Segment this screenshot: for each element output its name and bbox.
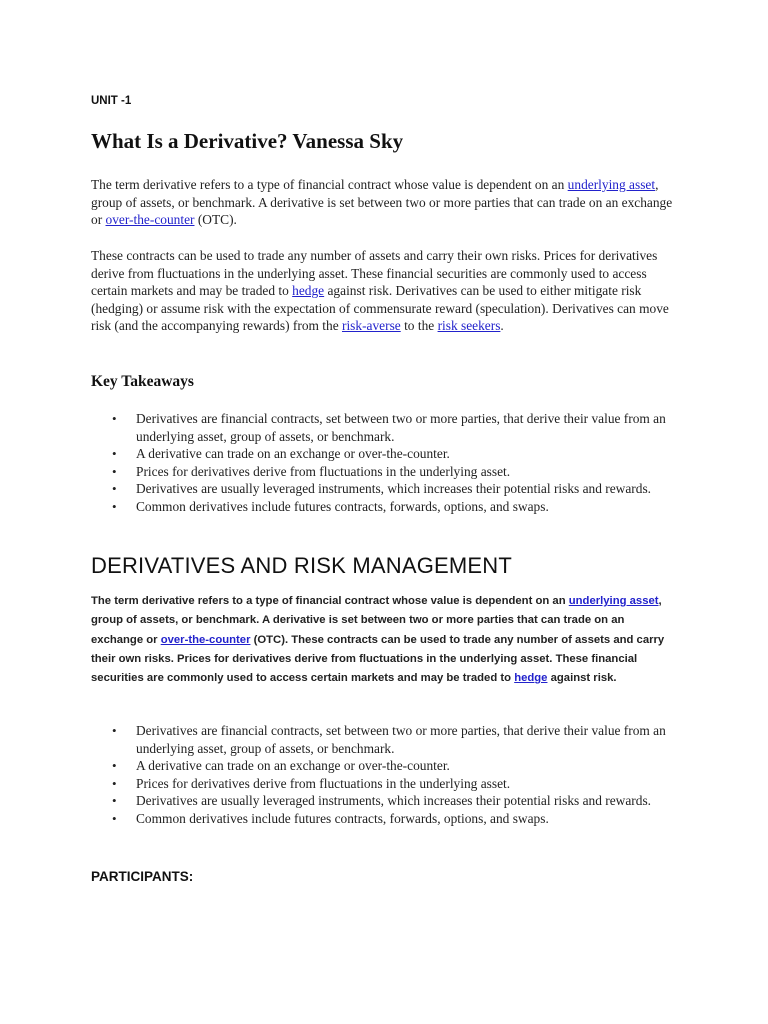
- bullet-icon: •: [112, 481, 117, 497]
- hedge-link[interactable]: hedge: [292, 283, 325, 299]
- underlying-asset-link[interactable]: underlying asset: [567, 177, 656, 192]
- text-span: These contracts can be used to trade any number of assets and carry their own risks. Prices for derivatives derive from fluctuations in the underlying asset. These financial securities are commonly used to access certain markets and may be traded to: [91, 248, 658, 299]
- bullet-icon: •: [112, 775, 117, 791]
- list-item: [91, 810, 681, 828]
- text-span: against risk.: [547, 672, 617, 685]
- list-item: [91, 480, 681, 498]
- list-item: [91, 792, 681, 810]
- key-takeaways-list: [91, 410, 681, 516]
- bullet-icon: •: [112, 463, 117, 479]
- text-span: , group of assets, or benchmark. A derivative is set between two or more parties that can trade on an exchange or: [91, 595, 662, 646]
- unit-label: UNIT -1: [91, 95, 132, 107]
- page-title: What Is a Derivative? Vanessa Sky: [91, 129, 404, 153]
- risk-management-heading: DERIVATIVES AND RISK MANAGEMENT: [91, 553, 513, 578]
- text-span: against risk. Derivatives can be used to either mitigate risk (hedging) or assume risk with the expectation of commensurate reward (speculation). Derivatives can move risk (and the accompanying rewards) from the: [91, 283, 669, 334]
- over-the-counter-link[interactable]: over-the-counter: [160, 633, 251, 646]
- text-span: .: [500, 318, 504, 334]
- list-item-text: Prices for derivatives derive from fluctuations in the underlying asset.: [136, 463, 511, 479]
- list-item: [91, 722, 681, 757]
- hedge-link[interactable]: hedge: [514, 672, 548, 685]
- list-item: [91, 445, 681, 463]
- text-span: (OTC). These contracts can be used to trade any number of assets and carry their own risks. Prices for derivatives derive from fluctuations in the underlying asset. These financial securities are commonly used to access certain markets and may be traded to: [91, 633, 665, 685]
- bullet-icon: •: [112, 758, 117, 774]
- list-item-text: A derivative can trade on an exchange or over-the-counter.: [136, 446, 450, 462]
- bullet-icon: •: [112, 498, 117, 514]
- list-item-text: Derivatives are usually leveraged instruments, which increases their potential risks and rewards.: [136, 481, 651, 497]
- text-span: (OTC).: [194, 212, 237, 228]
- key-takeaways-heading: Key Takeaways: [91, 373, 194, 390]
- list-item: [91, 463, 681, 481]
- text-span: The term derivative refers to a type of financial contract whose value is dependent on an: [91, 177, 568, 192]
- list-item: [91, 757, 681, 775]
- list-item-text: Derivatives are financial contracts, set between two or more parties, that derive their value from an underlying asset, group of assets, or benchmark.: [136, 723, 666, 756]
- text-span: , group of assets, or benchmark. A derivative is set between two or more parties that can trade on an exchange or: [91, 177, 673, 228]
- list-item-text: A derivative can trade on an exchange or over-the-counter.: [136, 758, 450, 774]
- bullet-icon: •: [112, 446, 117, 462]
- bullet-icon: •: [112, 723, 117, 738]
- bullet-icon: •: [112, 411, 117, 426]
- list-item-text: Common derivatives include futures contracts, forwards, options, and swaps.: [136, 810, 549, 826]
- intro-paragraph-2: [91, 247, 681, 335]
- list-item: [91, 498, 681, 516]
- intro-paragraph-1: [91, 176, 681, 229]
- list-item-text: Derivatives are financial contracts, set between two or more parties, that derive their value from an underlying asset, group of assets, or benchmark.: [136, 411, 666, 444]
- over-the-counter-link[interactable]: over-the-counter: [105, 212, 195, 228]
- risk-averse-link[interactable]: risk-averse: [341, 318, 401, 334]
- bullet-icon: •: [112, 793, 117, 809]
- list-item-text: Common derivatives include futures contracts, forwards, options, and swaps.: [136, 498, 549, 514]
- list-item-text: Derivatives are usually leveraged instruments, which increases their potential risks and rewards.: [136, 793, 651, 809]
- underlying-asset-link[interactable]: underlying asset: [568, 595, 659, 607]
- participants-heading: PARTICIPANTS:: [91, 869, 194, 884]
- list-item: [91, 775, 681, 793]
- risk-management-list: [91, 722, 681, 828]
- risk-seekers-link[interactable]: risk seekers: [437, 318, 501, 334]
- bullet-icon: •: [112, 810, 117, 826]
- text-span: The term derivative refers to a type of financial contract whose value is dependent on an: [91, 595, 569, 607]
- list-item-text: Prices for derivatives derive from fluctuations in the underlying asset.: [136, 775, 511, 791]
- risk-management-paragraph: [91, 592, 671, 688]
- text-span: to the: [400, 318, 438, 334]
- list-item: [91, 410, 681, 445]
